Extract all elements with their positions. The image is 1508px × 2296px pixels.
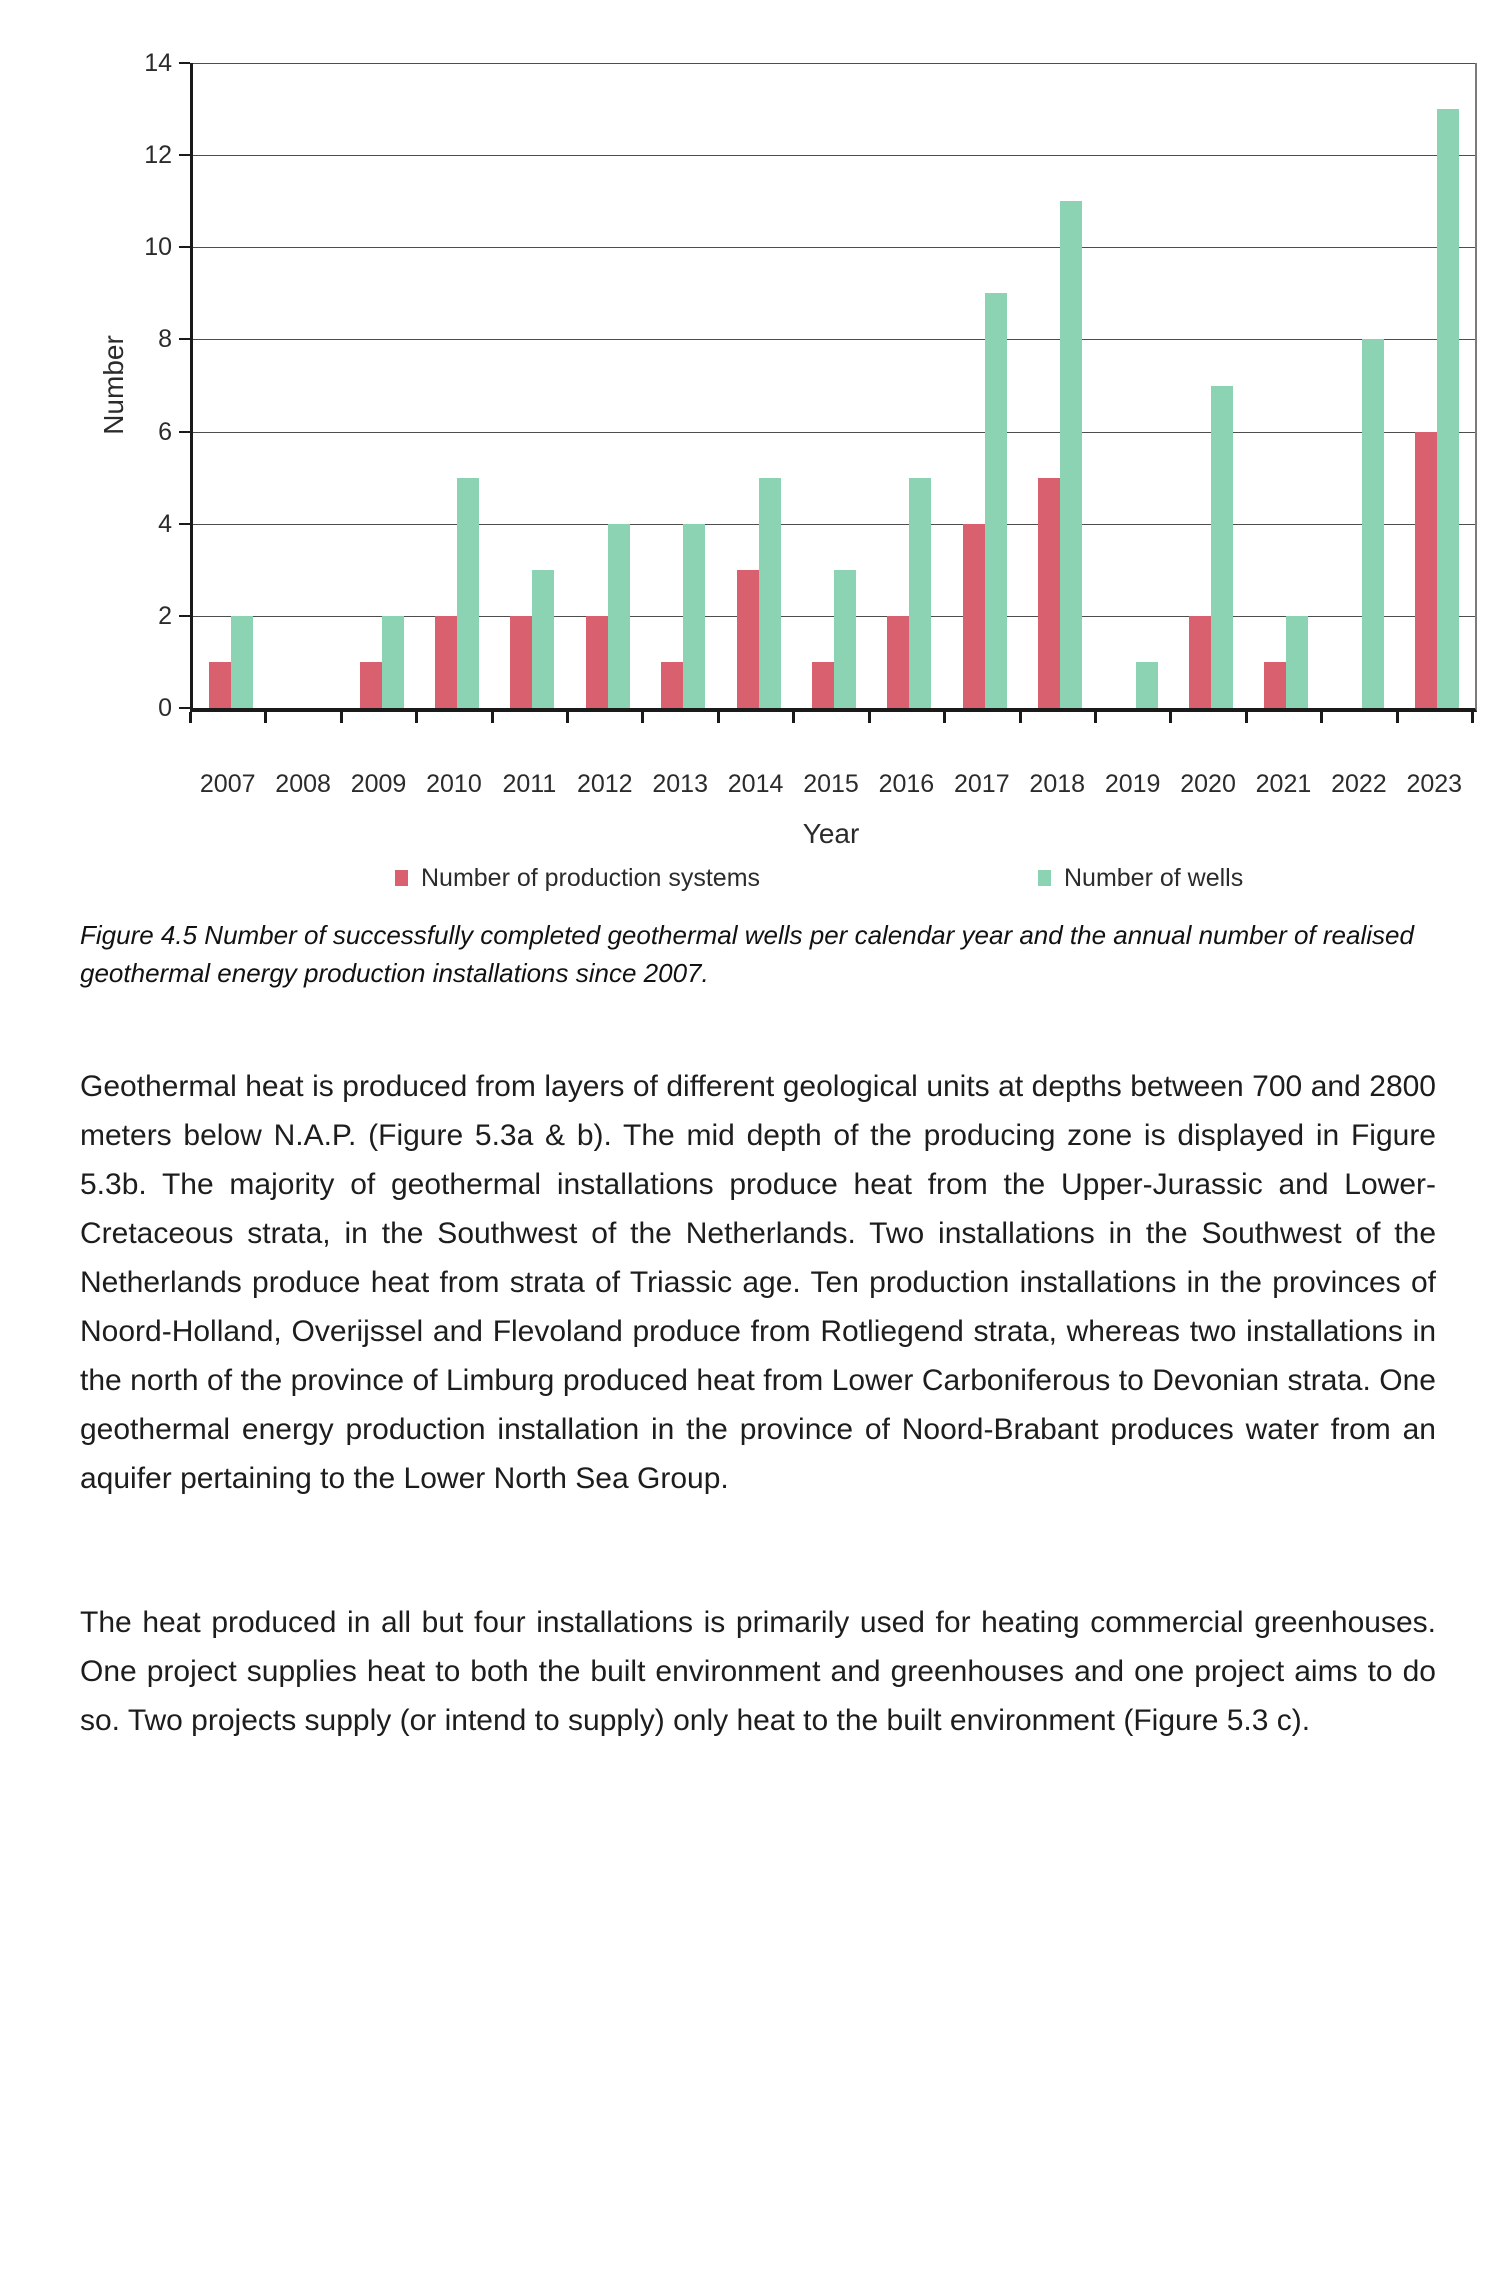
bar-wells-2009 [382,616,404,708]
x-tick-label-2023: 2023 [1406,770,1463,798]
y-tick-label-6: 6 [158,417,172,446]
x-tick-mark-13 [1169,712,1172,723]
y-tick-mark-8 [179,338,190,340]
x-tick-mark-12 [1094,712,1097,723]
x-tick-mark-2 [340,712,343,723]
legend-item-production-systems [395,862,760,894]
y-tick-mark-14 [179,62,190,64]
y-tick-mark-2 [179,615,190,617]
x-tick-mark-16 [1396,712,1399,723]
figure-4-5-chart [0,0,1508,1010]
figure-caption: Figure 4.5 Number of successfully completed geothermal wells per calendar year and the annual number of realised geothermal energy production installations since 2007. [80,920,1414,988]
y-tick-mark-6 [179,431,190,433]
gridline-y-8 [193,339,1475,340]
x-axis-title: Year [802,818,860,849]
legend-swatch-production-systems [395,870,408,886]
x-tick-mark-6 [641,712,644,723]
legend-label-wells: Number of wells [1064,863,1244,892]
x-tick-mark-5 [566,712,569,723]
bar-production-systems-2014 [737,570,759,708]
y-tick-mark-4 [179,523,190,525]
plot-area [190,63,1477,712]
bar-wells-2015 [834,570,856,708]
x-tick-label-2012: 2012 [576,770,633,798]
x-tick-label-2018: 2018 [1029,770,1086,798]
bar-wells-2014 [759,478,781,708]
x-tick-mark-14 [1245,712,1248,723]
bar-wells-2007 [231,616,253,708]
y-tick-label-8: 8 [158,325,172,354]
paragraph-geology: Geothermal heat is produced from layers of different geological units at depths between 700 and 2800 meters below N.A.P. (Figure 5.3a & b). The mid depth of the producing zone is displayed in Figure 5.3b. The majority of geothermal installations produce heat from the Upper-Jurassic and Lower-Cretaceous strata, in the Southwest of the Netherlands. Two installations in the Southwest of the Netherlands produce heat from strata of Triassic age. Ten production installations in the provinces of Noord-Holland, Overijssel and Flevoland produce from Rotliegend strata, whereas two installations in the north of the province of Limburg produced heat from Lower Carboniferous to Devonian strata. One geothermal energy production installation in the province of Noord-Brabant produces water from an aquifer pertaining to the Lower North Sea Group. [80,1070,1436,1495]
bar-production-systems-2007 [209,662,231,708]
x-tick-label-2014: 2014 [727,770,784,798]
bar-wells-2011 [532,570,554,708]
x-tick-label-2010: 2010 [426,770,482,798]
bar-production-systems-2011 [510,616,532,708]
bar-wells-2012 [608,524,630,708]
x-tick-mark-3 [415,712,418,723]
gridline-y-6 [193,432,1475,433]
bar-wells-2017 [985,293,1007,708]
x-tick-mark-1 [264,712,267,723]
x-tick-mark-8 [792,712,795,723]
y-tick-mark-10 [179,246,190,248]
bar-production-systems-2012 [586,616,608,708]
y-tick-label-10: 10 [144,233,172,262]
x-tick-label-2020: 2020 [1180,770,1236,798]
bar-production-systems-2018 [1038,478,1060,708]
x-tick-label-2016: 2016 [878,770,935,798]
gridline-y-4 [193,524,1475,525]
legend-label-production-systems: Number of production systems [421,863,761,892]
bar-production-systems-2009 [360,662,382,708]
legend-swatch-wells [1038,870,1051,886]
x-tick-mark-17 [1471,712,1474,723]
bar-production-systems-2010 [435,616,457,708]
x-tick-mark-7 [717,712,720,723]
bar-production-systems-2021 [1264,662,1286,708]
legend-item-wells [1038,862,1243,894]
gridline-y-12 [193,155,1475,156]
y-tick-label-12: 12 [144,141,172,170]
x-tick-label-2007: 2007 [199,770,256,798]
x-tick-label-2009: 2009 [350,770,407,798]
paragraph-heat-use: The heat produced in all but four installations is primarily used for heating commercial greenhouses. One project supplies heat to both the built environment and greenhouses and one project aims to do so. Two projects supply (or intend to supply) only heat to the built environment (Figure 5.3 c). [80,1606,1436,1737]
x-tick-mark-9 [868,712,871,723]
bar-production-systems-2013 [661,662,683,708]
bar-wells-2022 [1362,339,1384,708]
x-tick-mark-11 [1019,712,1022,723]
y-tick-mark-12 [179,154,190,156]
bar-production-systems-2017 [963,524,985,708]
x-tick-mark-10 [943,712,946,723]
bar-wells-2023 [1437,109,1459,708]
bar-wells-2013 [683,524,705,708]
x-tick-label-2021: 2021 [1255,770,1312,798]
y-axis-title: Number [98,335,129,435]
x-tick-mark-15 [1320,712,1323,723]
y-tick-label-14: 14 [144,49,172,77]
y-tick-label-4: 4 [158,509,172,538]
gridline-y-10 [193,247,1475,248]
y-tick-label-0: 0 [158,694,172,722]
x-tick-mark-0 [189,712,192,723]
bar-wells-2016 [909,478,931,708]
x-tick-label-2017: 2017 [954,770,1010,798]
gridline-y-14 [193,63,1475,64]
x-tick-label-2022: 2022 [1331,770,1387,798]
x-tick-label-2019: 2019 [1104,770,1161,798]
bar-wells-2018 [1060,201,1082,708]
x-tick-label-2013: 2013 [652,770,708,798]
bar-wells-2020 [1211,386,1233,709]
x-tick-label-2008: 2008 [275,770,331,798]
bar-wells-2019 [1136,662,1158,708]
bar-production-systems-2023 [1415,432,1437,708]
x-tick-mark-4 [491,712,494,723]
bar-wells-2010 [457,478,479,708]
x-tick-label-2015: 2015 [803,770,859,798]
bar-production-systems-2020 [1189,616,1211,708]
y-tick-mark-0 [179,707,190,709]
bar-production-systems-2015 [812,662,834,708]
x-tick-label-2011: 2011 [502,770,557,798]
y-tick-label-2: 2 [158,601,172,630]
bar-wells-2021 [1286,616,1308,708]
bar-production-systems-2016 [887,616,909,708]
